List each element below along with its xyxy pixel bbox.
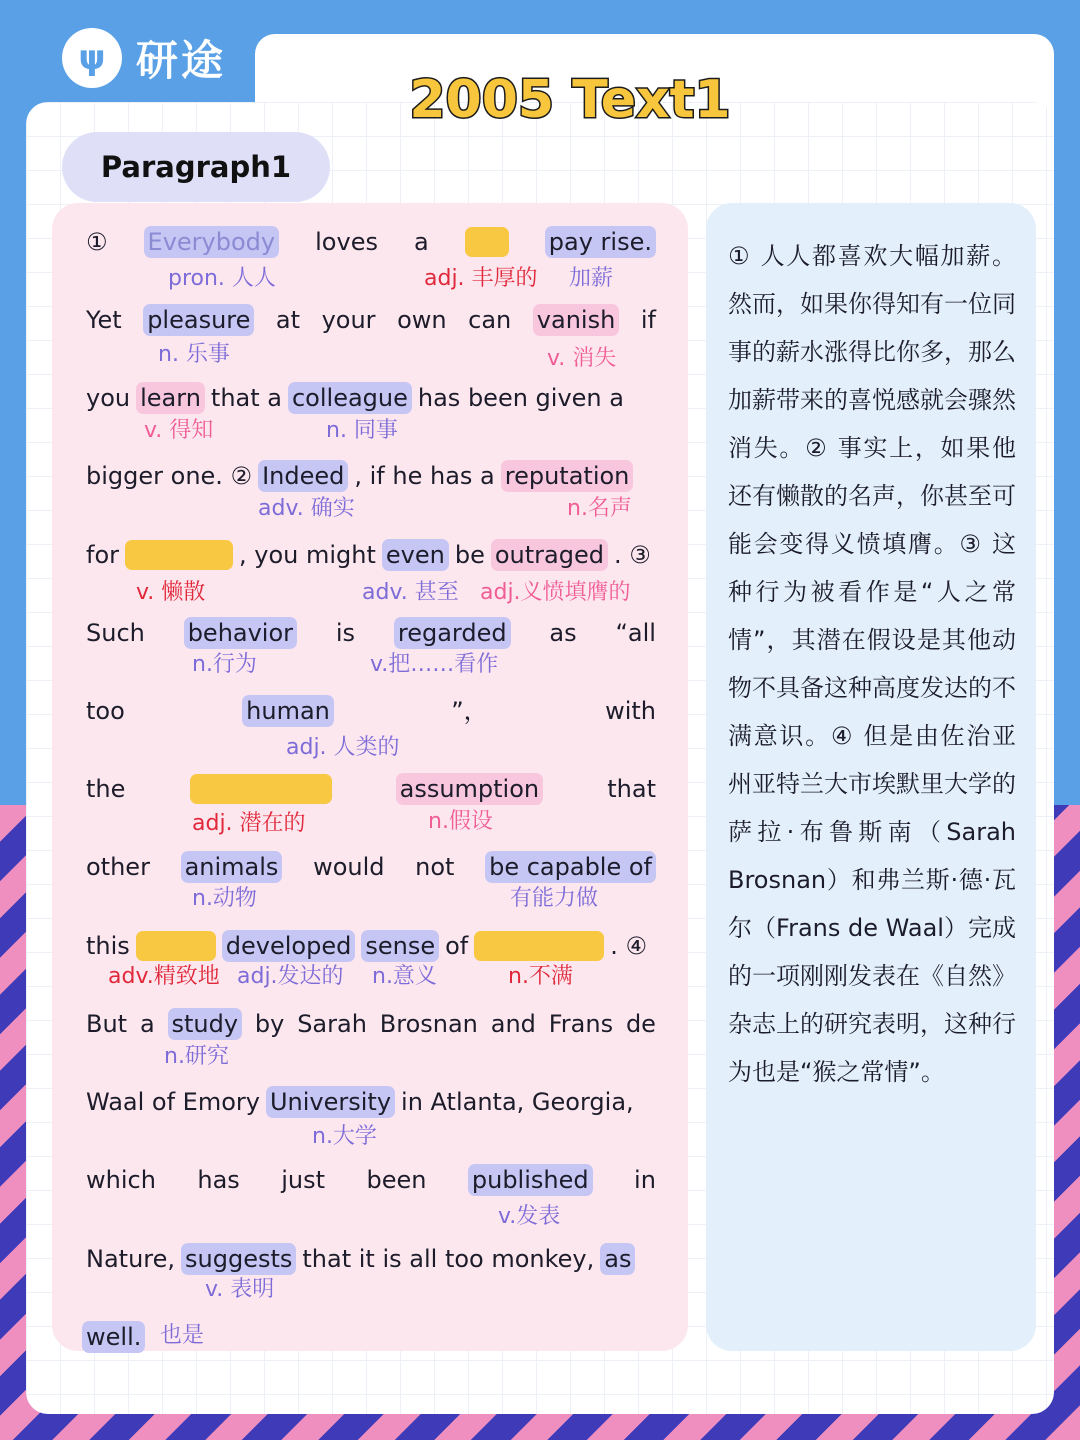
word: is (335, 619, 356, 647)
gloss-label: n.大学 (312, 1124, 377, 1149)
word: that a (210, 384, 282, 412)
word: has (197, 1166, 240, 1194)
text-line (86, 456, 656, 496)
gloss-label: v. 消失 (547, 346, 617, 371)
text-line (86, 1160, 656, 1200)
unicorn-icon: ψ (62, 28, 122, 88)
gloss-label: adj.发达的 (237, 964, 344, 989)
gloss-label: v.把……看作 (370, 652, 499, 677)
highlighted-word: human (242, 695, 334, 727)
highlighted-word: sense (361, 930, 439, 962)
word: other (86, 853, 150, 881)
word: been (366, 1166, 427, 1194)
word: the (86, 775, 126, 803)
text-line (86, 1082, 656, 1122)
word: too (86, 697, 125, 725)
text-line (86, 1004, 656, 1044)
word: , if he has a (354, 462, 495, 490)
text-line (86, 535, 656, 575)
vocab-blank (465, 227, 509, 257)
highlighted-word: behavior (184, 617, 297, 649)
word: loves (315, 228, 378, 256)
word: own (397, 306, 447, 334)
highlighted-word: well. (82, 1321, 145, 1353)
word: that it is all too monkey, (302, 1245, 595, 1273)
vocab-blank (125, 540, 233, 570)
word: Such (86, 619, 145, 647)
text-line (86, 691, 656, 731)
word: at (275, 306, 301, 334)
gloss-label: v. 懒散 (136, 580, 206, 605)
gloss-label: n. 乐事 (158, 342, 230, 367)
gloss-label: adv. 确实 (258, 496, 355, 521)
highlighted-word: Indeed (258, 460, 348, 492)
gloss-label: adv.精致地 (108, 964, 220, 989)
gloss-label: 有能力做 (510, 886, 599, 911)
word: with (605, 697, 656, 725)
gloss-label: adj. 丰厚的 (424, 266, 538, 291)
word: in (634, 1166, 656, 1194)
vocab-blank (136, 931, 216, 961)
word: . ③ (613, 541, 651, 569)
text-line (86, 300, 656, 340)
highlighted-word: vanish (533, 304, 620, 336)
highlighted-word: developed (222, 930, 356, 962)
highlighted-word: suggests (181, 1243, 296, 1275)
gloss-label: n.假设 (428, 809, 493, 834)
highlighted-word: assumption (396, 773, 544, 805)
word: in Atlanta, Georgia, (401, 1088, 634, 1116)
word: for (86, 541, 119, 569)
page-title: 2005 Text1 (409, 70, 731, 130)
word: can (468, 306, 512, 334)
word: you (86, 384, 131, 412)
word: that (607, 775, 656, 803)
word: de (625, 1010, 656, 1038)
gloss-label: n.名声 (567, 496, 632, 521)
word: your (321, 306, 376, 334)
word: not (415, 853, 455, 881)
word: bigger one. ② (86, 462, 253, 490)
word: ① (86, 228, 108, 256)
highlighted-word: pleasure (143, 304, 254, 336)
highlighted-word: reputation (501, 460, 634, 492)
word: just (281, 1166, 326, 1194)
word: Nature, (86, 1245, 176, 1273)
gloss-label: n.研究 (164, 1044, 229, 1069)
text-line (86, 1239, 656, 1279)
word: would (313, 853, 385, 881)
highlighted-word: University (266, 1086, 395, 1118)
gloss-label: adj.义愤填膺的 (480, 580, 631, 605)
highlighted-word: even (382, 539, 449, 571)
gloss-label: n.行为 (192, 652, 257, 677)
highlighted-word: regarded (394, 617, 511, 649)
word: and (490, 1010, 536, 1038)
word: a (414, 228, 429, 256)
text-line (86, 613, 656, 653)
text-line (86, 926, 656, 966)
highlighted-word: animals (181, 851, 283, 883)
word: , you might (239, 541, 376, 569)
text-line (86, 769, 656, 809)
word: be (454, 541, 485, 569)
word: of (445, 932, 469, 960)
gloss-label: pron. 人人 (168, 266, 276, 291)
gloss-label: n.不满 (508, 964, 573, 989)
brand-name: 研途 (136, 36, 227, 85)
paragraph-label: Paragraph1 (62, 132, 330, 202)
highlighted-word: learn (136, 382, 205, 414)
highlighted-word: outraged (491, 539, 608, 571)
word: by (254, 1010, 285, 1038)
highlighted-word: study (168, 1008, 243, 1040)
word: Brosnan (379, 1010, 478, 1038)
highlighted-word: published (468, 1164, 593, 1196)
word: Sarah (297, 1010, 367, 1038)
gloss-label: v. 表明 (205, 1277, 275, 1302)
text-line (86, 378, 656, 418)
vocab-blank (474, 931, 604, 961)
highlighted-word: be capable of (485, 851, 656, 883)
text-line (86, 222, 656, 262)
word: Frans (548, 1010, 614, 1038)
chinese-translation: ① 人人都喜欢大幅加薪。然而，如果你得知有一位同事的薪水涨得比你多，那么加薪带来的喜悦感就会骤然消失。② 事实上，如果他还有懒散的名声，你甚至可能会变得义愤填膺。③ 这种行为被看作是“人之常情”，其潜在假设是其他动物不具备这种高度发达的不满意识。④ 但是由佐治亚州亚特兰大市埃默里大学的萨拉·布鲁斯南（Sarah Brosnan）和弗兰斯·德·瓦尔（Frans de Waal）完成的一项刚刚发表在《自然》杂志上的研究表明，这种行为也是“猴之常情”。 (728, 242, 1016, 1086)
word: which (86, 1166, 156, 1194)
word: if (640, 306, 656, 334)
gloss-label: v. 得知 (144, 418, 214, 443)
word: Waal of Emory (86, 1088, 260, 1116)
word: this (86, 932, 130, 960)
word: ”， (451, 697, 488, 725)
gloss-label: adv. 甚至 (362, 580, 459, 605)
vocab-blank (190, 774, 332, 804)
word: “all (615, 619, 656, 647)
gloss-label: n. 同事 (326, 418, 398, 443)
word: as (549, 619, 577, 647)
gloss-label: adj. 人类的 (286, 735, 400, 760)
gloss-label: 也是 (160, 1323, 205, 1348)
word: Yet (86, 306, 122, 334)
text-line (86, 847, 656, 887)
highlighted-word: as (600, 1243, 635, 1275)
highlighted-word: pay rise. (545, 226, 656, 258)
gloss-label: n.动物 (192, 886, 257, 911)
word: But (86, 1010, 128, 1038)
highlighted-word: colleague (288, 382, 412, 414)
gloss-label: 加薪 (569, 266, 614, 291)
gloss-label: adj. 潜在的 (192, 811, 306, 836)
word: a (139, 1010, 155, 1038)
word: has been given a (417, 384, 624, 412)
highlighted-word: Everybody (144, 226, 280, 258)
gloss-label: n.意义 (372, 964, 437, 989)
gloss-label: v.发表 (498, 1204, 561, 1229)
word: . ④ (610, 932, 648, 960)
